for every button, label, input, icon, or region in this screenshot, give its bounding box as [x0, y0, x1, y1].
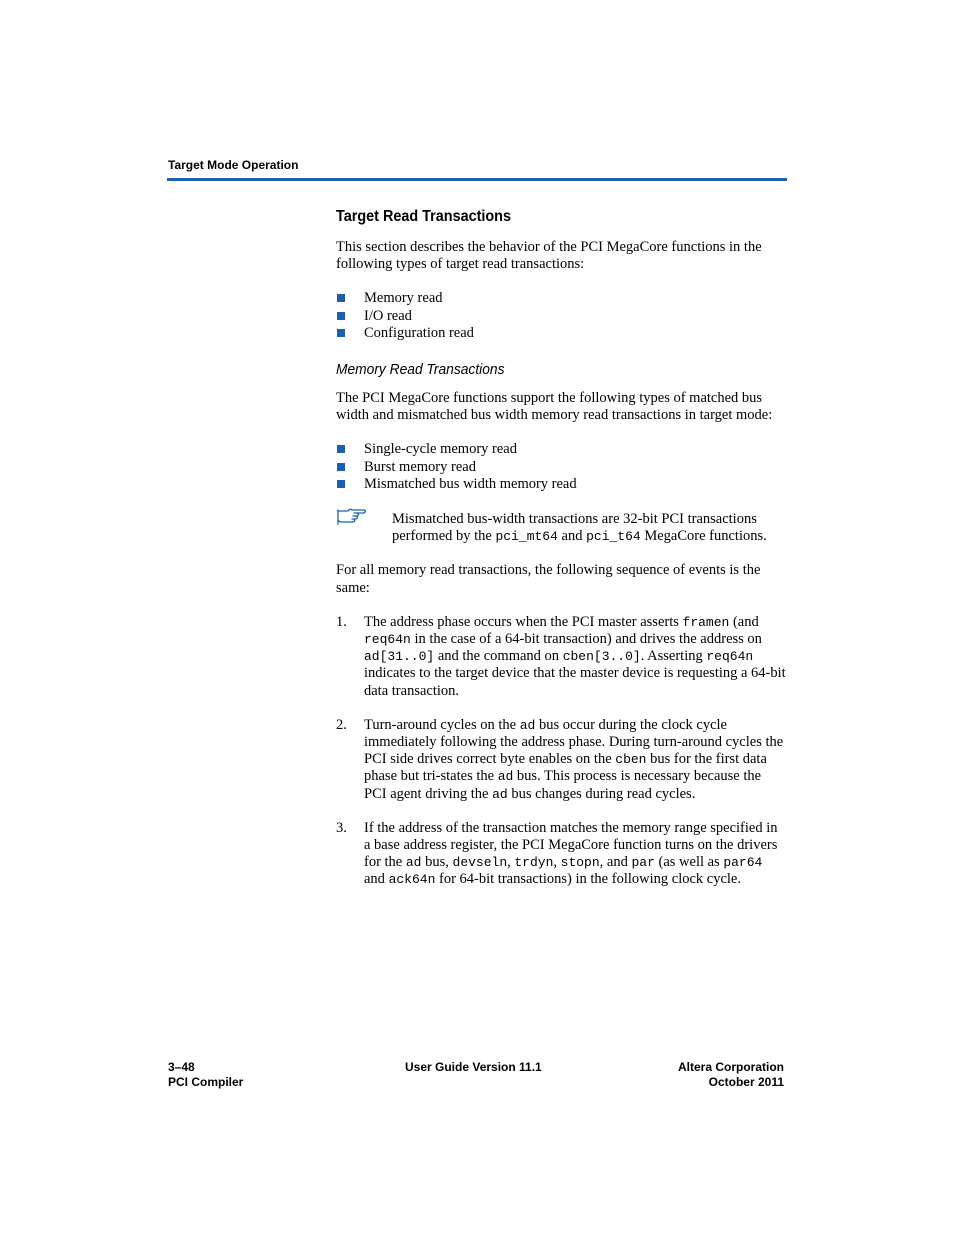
list-item: Single-cycle memory read	[336, 441, 786, 458]
guide-version: User Guide Version 11.1	[405, 1060, 542, 1074]
section-title: Target Read Transactions	[336, 208, 511, 225]
subsection-title: Memory Read Transactions	[336, 361, 505, 379]
footer-right	[678, 1060, 784, 1090]
sequence-intro: For all memory read transactions, the following sequence of events is the same:	[336, 562, 761, 596]
list-item: Mismatched bus width memory read	[336, 476, 786, 493]
pointing-hand-icon	[336, 506, 368, 526]
header-rule	[167, 178, 787, 181]
bullet-square-icon	[337, 312, 345, 320]
bullet-square-icon	[337, 480, 345, 488]
company-name: Altera Corporation	[677, 1060, 784, 1074]
list-item: Configuration read	[336, 325, 786, 342]
list-item: 2. Turn-around cycles on the ad bus occur during the clock cycle immediately following the address phase. During turn-around cycles the PCI side drives correct byte enables on the cben bus for the first data phase but tri-states the ad bus. This process is necessary because the PCI agent driving the ad bus changes during read cycles.	[336, 716, 784, 802]
note-block: Mismatched bus-width transactions are 32-bit PCI transactions performed by the pci_mt64 and pci_t64 MegaCore functions.	[336, 511, 786, 545]
main-content	[336, 206, 786, 906]
list-item: 1. The address phase occurs when the PCI master asserts framen (and req64n in the case of a 64-bit transaction) and drives the address on ad[31..0] and the command on cben[3..0]. Asserting req64n indicates to the target device that the master device is requesting a 64-bit data transaction.	[336, 613, 786, 699]
product-name: PCI Compiler	[168, 1075, 244, 1089]
bullet-square-icon	[337, 329, 345, 337]
bullet-square-icon	[337, 445, 345, 453]
list-item: Memory read	[336, 290, 786, 307]
memory-read-types-list	[336, 441, 786, 493]
running-header: Target Mode Operation	[168, 158, 299, 172]
publication-date: October 2011	[708, 1075, 784, 1089]
section-intro: This section describes the behavior of the PCI MegaCore functions in the following types of target read transactions:	[336, 239, 762, 273]
page-number: 3–48	[168, 1060, 195, 1074]
list-item: 3. If the address of the transaction matches the memory range specified in a base address register, the PCI MegaCore function turns on the drivers for the ad bus, devseln, trdyn, stopn, and par (as well as par64 and ack64n for 64-bit transactions) in the following clock cycle.	[336, 819, 778, 888]
footer-center	[405, 1060, 542, 1075]
list-item: I/O read	[336, 308, 786, 325]
read-types-list	[336, 290, 786, 342]
list-item: Burst memory read	[336, 459, 786, 476]
subsection-intro: The PCI MegaCore functions support the following types of matched bus width and mismatched bus width memory read transactions in target mode:	[336, 390, 773, 424]
bullet-square-icon	[337, 463, 345, 471]
footer-left	[168, 1060, 243, 1090]
sequence-steps	[336, 614, 786, 889]
bullet-square-icon	[337, 294, 345, 302]
